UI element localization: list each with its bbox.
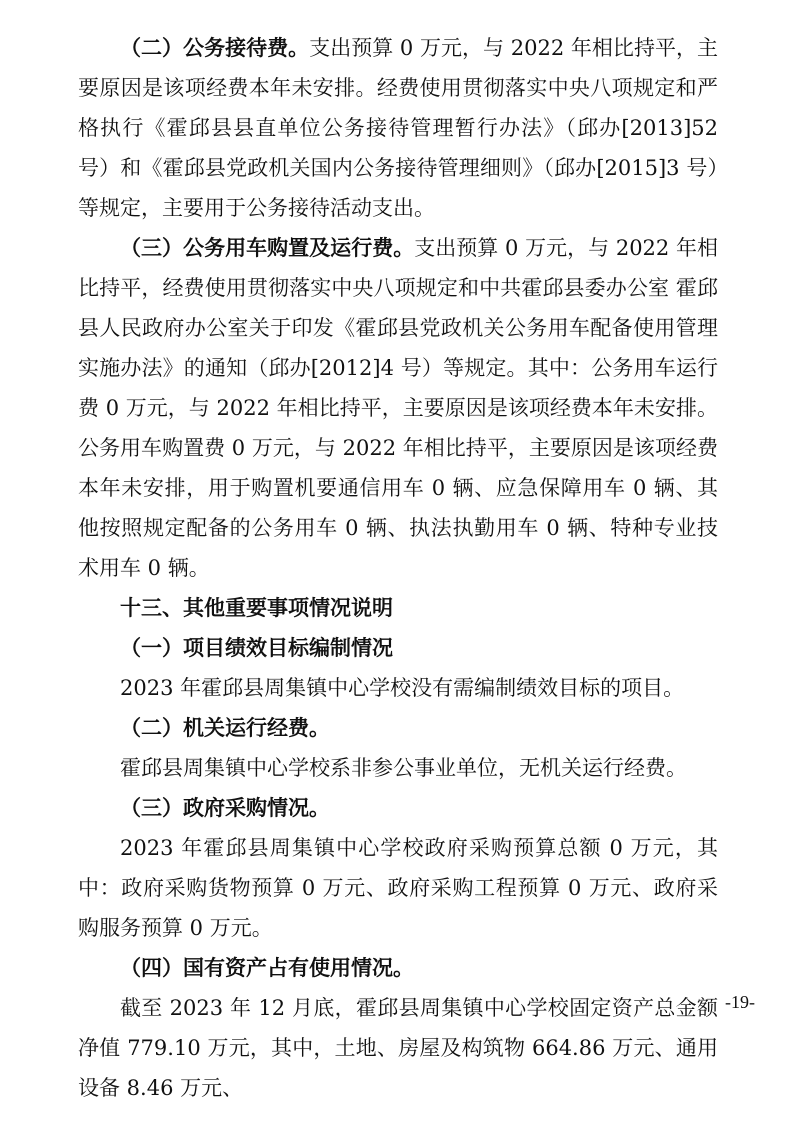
section-heading: 十三、其他重要事项情况说明	[120, 596, 393, 620]
performance-goals-heading: （一）项目绩效目标编制情况	[120, 636, 393, 660]
vehicle-expense-lead: （三）公务用车购置及运行费。	[120, 236, 415, 260]
assets-heading: （四）国有资产占有使用情况。	[120, 956, 414, 980]
page-content	[78, 28, 718, 1108]
performance-goals-text: 2023 年霍邱县周集镇中心学校没有需编制绩效目标的项目。	[120, 676, 685, 700]
operating-expense-heading: （二）机关运行经费。	[120, 716, 330, 740]
reception-expense-lead: （二）公务接待费。	[120, 36, 310, 60]
page-number: -19-	[725, 992, 755, 1012]
reception-expense-paragraph	[78, 28, 718, 228]
procurement-text: 2023 年霍邱县周集镇中心学校政府采购预算总额 0 万元，其中：政府采购货物预算 0 万元、政府采购工程预算 0 万元、政府采购服务预算 0 万元。	[78, 836, 718, 940]
vehicle-expense-paragraph	[78, 228, 718, 588]
assets-text: 截至 2023 年 12 月底，霍邱县周集镇中心学校固定资产总金额净值 779.10 万元，其中，土地、房屋及构筑物 664.86 万元、通用设备 8.46 万元、	[78, 996, 718, 1100]
reception-expense-text: 支出预算 0 万元，与 2022 年相比持平，主要原因是该项经费本年未安排。经费使用贯彻落实中央八项规定和严格执行《霍邱县县直单位公务接待管理暂行办法》（邱办[2013]52 号）和《霍邱县党政机关国内公务接待管理细则》（邱办[2015]3 号）等规定，主要用于公务接待活动支出。	[78, 36, 718, 220]
procurement-heading: （三）政府采购情况。	[120, 796, 330, 820]
operating-expense-text: 霍邱县周集镇中心学校系非参公事业单位，无机关运行经费。	[120, 756, 687, 780]
vehicle-expense-text: 支出预算 0 万元，与 2022 年相比持平，经费使用贯彻落实中央八项规定和中共霍邱县委办公室 霍邱县人民政府办公室关于印发《霍邱县党政机关公务用车配备使用管理实施办法》的通知（邱办[2012]4 号）等规定。其中：公务用车运行费 0 万元，与 2022 年相比持平，主要原因是该项经费本年未安排。公务用车购置费 0 万元，与 2022 年相比持平，主要原因是该项经费本年未安排，用于购置机要通信用车 0 辆、应急保障用车 0 辆、其他按照规定配备的公务用车 0 辆、执法执勤用车 0 辆、特种专业技术用车 0 辆。	[78, 236, 718, 580]
